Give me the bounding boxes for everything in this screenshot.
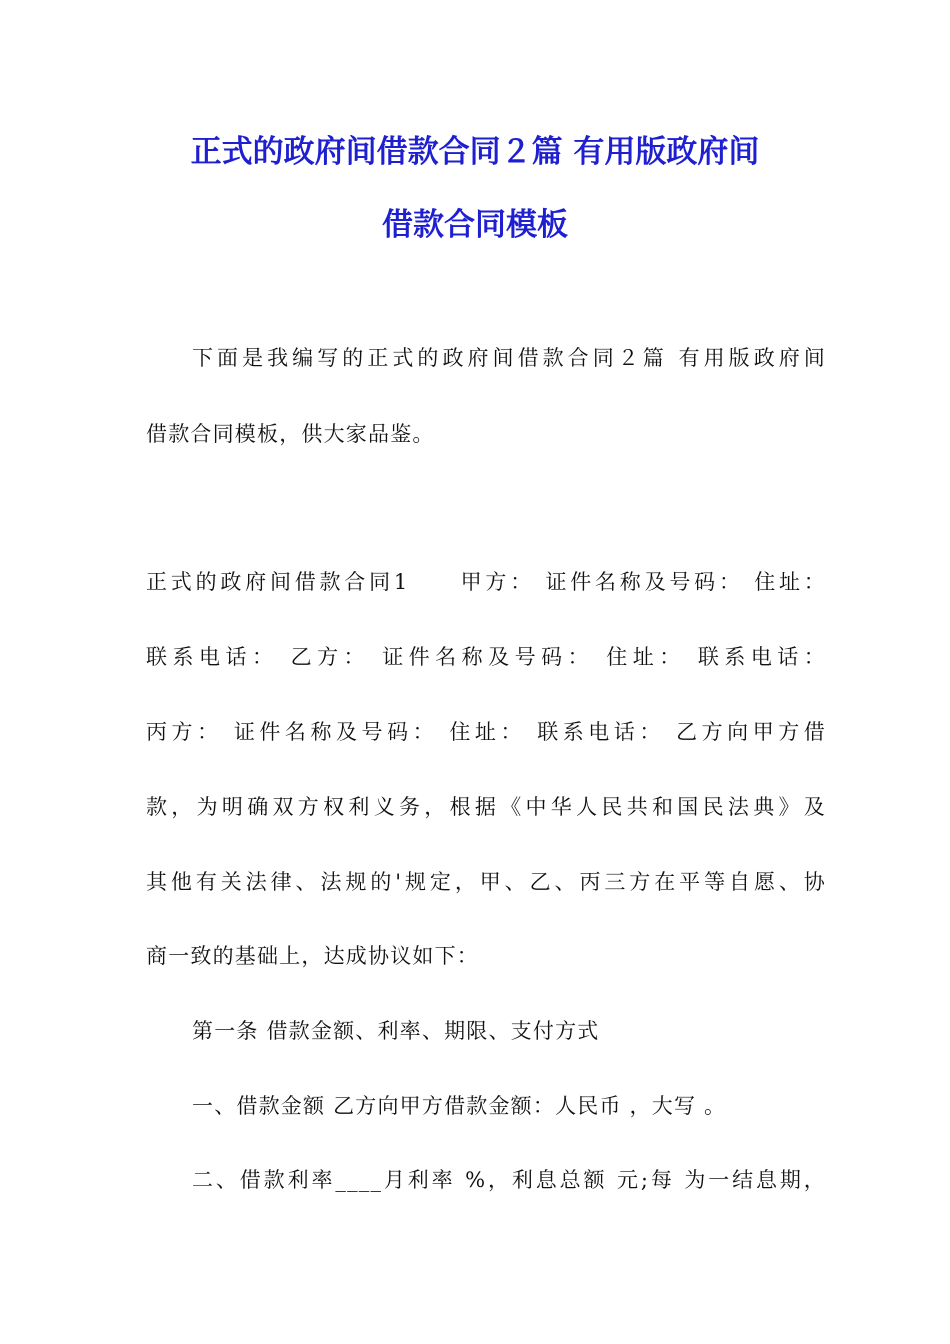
body-line-5: 其他有关法律、法规的'规定，甲、乙、丙三方在平等自愿、协	[146, 870, 826, 894]
article-1-heading: 第一条 借款金额、利率、期限、支付方式	[192, 1019, 600, 1043]
document-title-line-1: 正式的政府间借款合同２篇 有用版政府间	[190, 134, 760, 170]
clause-1: 一、借款金额 乙方向甲方借款金额：人民币 ，大写 。	[192, 1094, 727, 1118]
body-line-2: 联系电话： 乙方： 证件名称及号码： 住址： 联系电话：	[146, 645, 826, 669]
body-line-3: 丙方： 证件名称及号码： 住址： 联系电话： 乙方向甲方借	[146, 720, 826, 744]
document-title-line-2: 借款合同模板	[382, 207, 568, 243]
intro-line-2: 借款合同模板，供大家品鉴。	[146, 422, 435, 446]
body-line-6: 商一致的基础上，达成协议如下：	[146, 944, 479, 968]
intro-line-1: 下面是我编写的正式的政府间借款合同２篇 有用版政府间	[192, 346, 826, 370]
body-line-4: 款，为明确双方权利义务，根据《中华人民共和国民法典》及	[146, 795, 826, 819]
clause-2: 二、借款利率____月利率 %，利息总额 元;每 为一结息期，	[192, 1168, 826, 1192]
body-line-1: 正式的政府间借款合同1 甲方： 证件名称及号码： 住址：	[146, 570, 826, 594]
